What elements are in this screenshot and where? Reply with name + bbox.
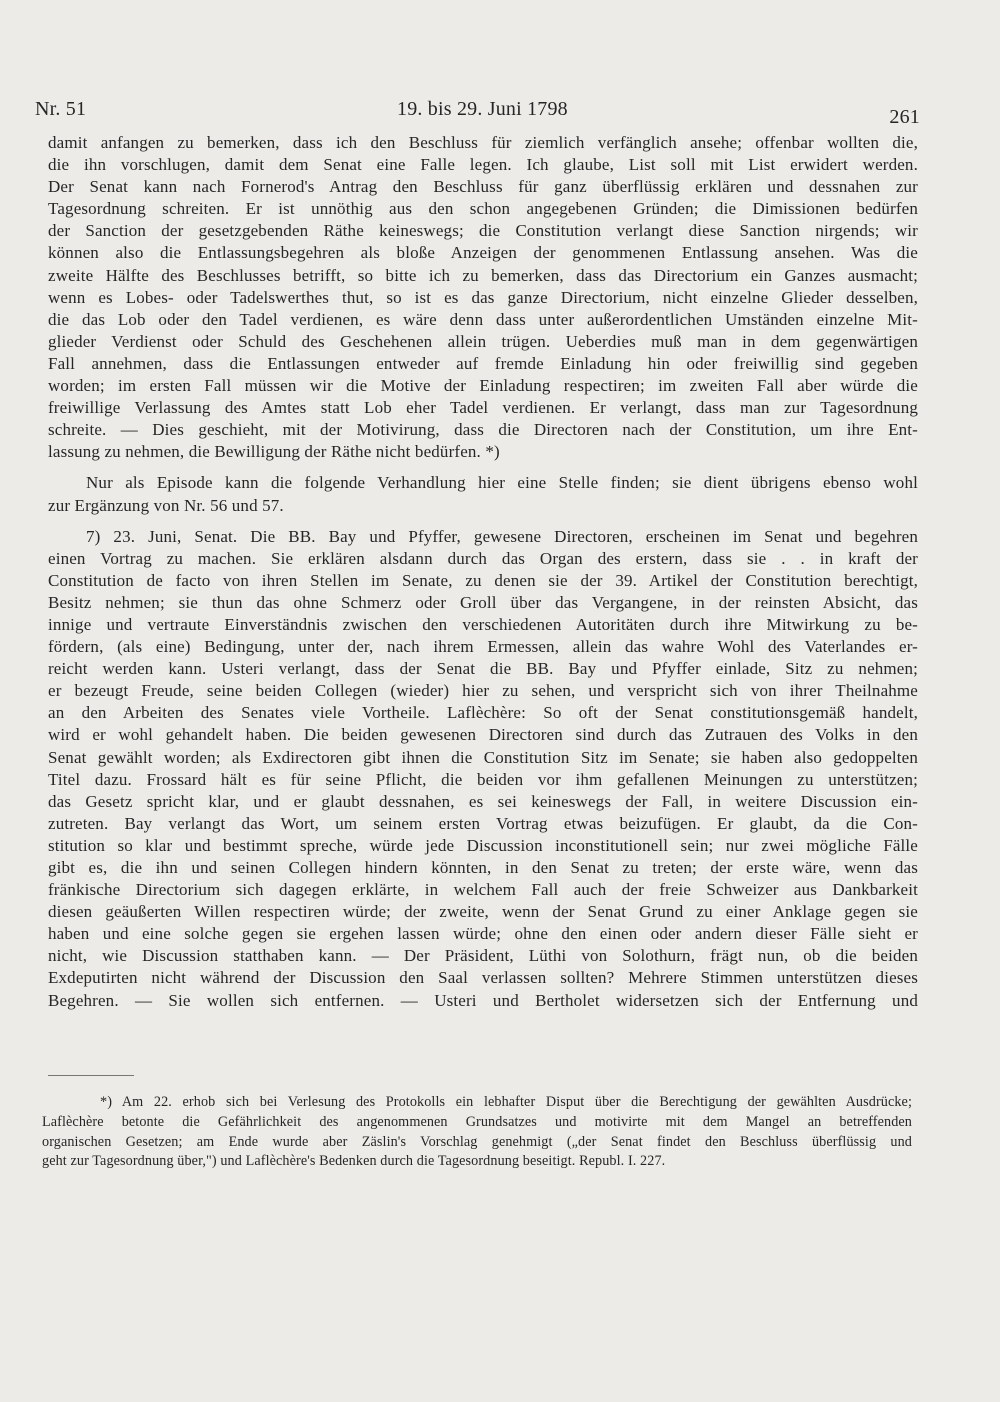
text-line: Senat gewählt worden; als Exdirectoren gibt ihnen die Constitution Sitz im Senate; sie haben also gedoppelten xyxy=(48,747,918,767)
text-line: reicht werden kann. Usteri verlangt, dass der Senat die BB. Bay und Pfyffer einlade, Sitz zu nehmen; xyxy=(48,659,918,679)
text-line: freiwillige Verlassung des Amtes statt Lob eher Tadel verdienen. Er verlangt, dass man zur Tagesordnung xyxy=(48,398,918,418)
text-line: zur Ergänzung von Nr. 56 und 57. xyxy=(48,495,284,515)
text-line: der Sanction der gesetzgebenden Räthe keineswegs; die Constitution verlangt diese Sanction nirgends; wir xyxy=(48,221,918,241)
text-line: Tagesordnung schreiten. Er ist unnöthig aus den schon angegebenen Gründen; die Dimissionen bedürfen xyxy=(48,199,918,219)
paragraph-1 xyxy=(48,132,918,463)
paragraph-2 xyxy=(48,472,918,516)
footnote-line: Laflèchère betonte die Gefährlichkeit des angenommenen Grundsatzes und motivirte mit dem Mangel an betreffenden xyxy=(42,1113,912,1130)
text-line: haben und eine solche gegen sie ergehen lassen würde; ohne den einen oder andern dieser Fälle sieht er xyxy=(48,924,918,944)
footnote-line: geht zur Tagesordnung über,") und Laflèchère's Bedenken durch die Tagesordnung beseitigt. Republ. I. 227. xyxy=(42,1153,666,1170)
footnote xyxy=(42,1093,912,1172)
text-line: innige und vertraute Einverständnis zwischen den verschiedenen Autoritäten durch ihre Mitwirkung zu be- xyxy=(48,614,918,634)
text-line: schreite. — Dies geschieht, mit der Motivirung, dass die Directoren nach der Constitution, um ihre Ent- xyxy=(48,420,918,440)
text-line: das Gesetz spricht klar, und er glaubt dessnahen, es sei keineswegs der Fall, in weitere Discussion ein- xyxy=(48,791,918,811)
text-line: Constitution de facto von ihren Stellen im Senate, zu denen sie der 39. Artikel der Constitution berechtigt, xyxy=(48,570,918,590)
date-range-title: 19. bis 29. Juni 1798 xyxy=(397,98,568,120)
text-line: an den Arbeiten des Senates viele Vortheile. Laflèchère: So oft der Senat constitutionsgemäß handelt, xyxy=(48,703,918,723)
text-line: Der Senat kann nach Fornerod's Antrag den Beschluss für ganz überflüssig erklären und dessnahen zur xyxy=(48,177,918,197)
running-header xyxy=(35,98,920,130)
text-line: worden; im ersten Fall müssen wir die Motive der Einladung respectiren; im zweiten Fall aber würde die xyxy=(48,376,918,396)
text-line: fränkische Directorium sich dagegen erklärte, in welchem Fall auch der freie Schweizer aus Dankbarkeit xyxy=(48,880,918,900)
text-line: 7) 23. Juni, Senat. Die BB. Bay und Pfyffer, gewesene Directoren, erscheinen im Senat und begehren xyxy=(86,526,918,546)
text-line: er bezeugt Freude, seine beiden Collegen (wieder) hier zu sehen, und verspricht sich von ihrer Theilnahme xyxy=(48,681,918,701)
text-line: stitution so klar und bestimmt spreche, würde jede Discussion inconstitutionell sein; nur zwei mögliche Fälle xyxy=(48,835,918,855)
paragraph-3 xyxy=(48,526,918,1012)
text-line: können also die Entlassungsbegehren als bloße Anzeigen der genommenen Entlassung ansehen. Was die xyxy=(48,243,918,263)
main-text xyxy=(48,132,918,1012)
text-line: einen Vortrag zu machen. Sie erklären alsdann durch das Organ des erstern, dass sie . . in kraft der xyxy=(48,548,918,568)
text-line: zutreten. Bay verlangt das Wort, um seinem ersten Vortrag etwas beizufügen. Er glaubt, da die Con- xyxy=(48,813,918,833)
text-line: Nur als Episode kann die folgende Verhandlung hier eine Stelle finden; sie dient übrigens ebenso wohl xyxy=(86,473,918,493)
text-line: Exdeputirten nicht während der Discussion den Saal verlassen sollten? Mehrere Stimmen unterstützen dieses xyxy=(48,968,918,988)
text-line: Titel dazu. Frossard hält es für seine Pflicht, die beiden vor ihm gefallenen Meinungen zu unterstützen; xyxy=(48,769,918,789)
footnote-divider xyxy=(48,1075,134,1076)
text-line: Besitz nehmen; sie thun das ohne Schmerz oder Groll über das Vergangene, in der reinsten Absicht, das xyxy=(48,592,918,612)
text-line: wird er wohl gehandelt haben. Die beiden gewesenen Directoren sind durch das Zutrauen des Volks in den xyxy=(48,725,918,745)
text-line: die ihn vorschlugen, damit dem Senat eine Falle legen. Ich glaube, List soll mit List erwidert werden. xyxy=(48,155,918,175)
text-line: Fall annehmen, dass die Entlassungen entweder auf fremde Einladung hin oder freiwillig sind gegeben xyxy=(48,353,918,373)
text-line: glieder Verdienst oder Schuld des Geschehenen allein trügen. Ueberdies muß man in dem gegenwärtigen xyxy=(48,331,918,351)
text-line: Begehren. — Sie wollen sich entfernen. — Usteri und Bertholet widersetzen sich der Entfernung und xyxy=(48,990,918,1010)
text-line: lassung zu nehmen, die Bewilligung der Räthe nicht bedürfen. *) xyxy=(48,442,500,462)
text-line: die das Lob oder den Tadel verdienen, es wäre denn dass unter außerordentlichen Umständen einzelne Mit- xyxy=(48,309,918,329)
page-number: 261 xyxy=(889,106,920,128)
text-line: diesen geäußerten Willen respectiren würde; der zweite, wenn der Senat Grund zu einer Anklage gegen sie xyxy=(48,902,918,922)
text-line: nicht, wie Discussion statthaben kann. — Der Präsident, Lüthi von Solothurn, frägt nun, ob die beiden xyxy=(48,946,918,966)
text-line: damit anfangen zu bemerken, dass ich den Beschluss für ziemlich verfänglich ansehe; offenbar wollten die, xyxy=(48,133,918,152)
text-line: wenn es Lobes- oder Tadelswerthes thut, so ist es das ganze Directorium, nicht einzelne Glieder desselben, xyxy=(48,287,918,307)
document-number: Nr. 51 xyxy=(35,98,87,120)
text-line: zweite Hälfte des Beschlusses betrifft, so bitte ich zu bemerken, dass das Directorium ein Ganzes ausmacht; xyxy=(48,265,918,285)
text-line: fördern, (als eine) Bedingung, unter der, nach ihrem Ermessen, allein das wahre Wohl des Vaterlandes er- xyxy=(48,637,918,657)
text-line: gibt es, die ihn und seinen Collegen hindern könnten, in den Senat zu treten; der erste wäre, wenn das xyxy=(48,858,918,877)
footnote-line: *) Am 22. erhob sich bei Verlesung des Protokolls ein lebhafter Disput über die Berechtigung der gewählten Ausdrücke; xyxy=(100,1094,912,1110)
footnote-line: organischen Gesetzen; am Ende wurde aber Zäslin's Vorschlag genehmigt („der Senat findet den Beschluss überflüssig und xyxy=(42,1133,912,1150)
